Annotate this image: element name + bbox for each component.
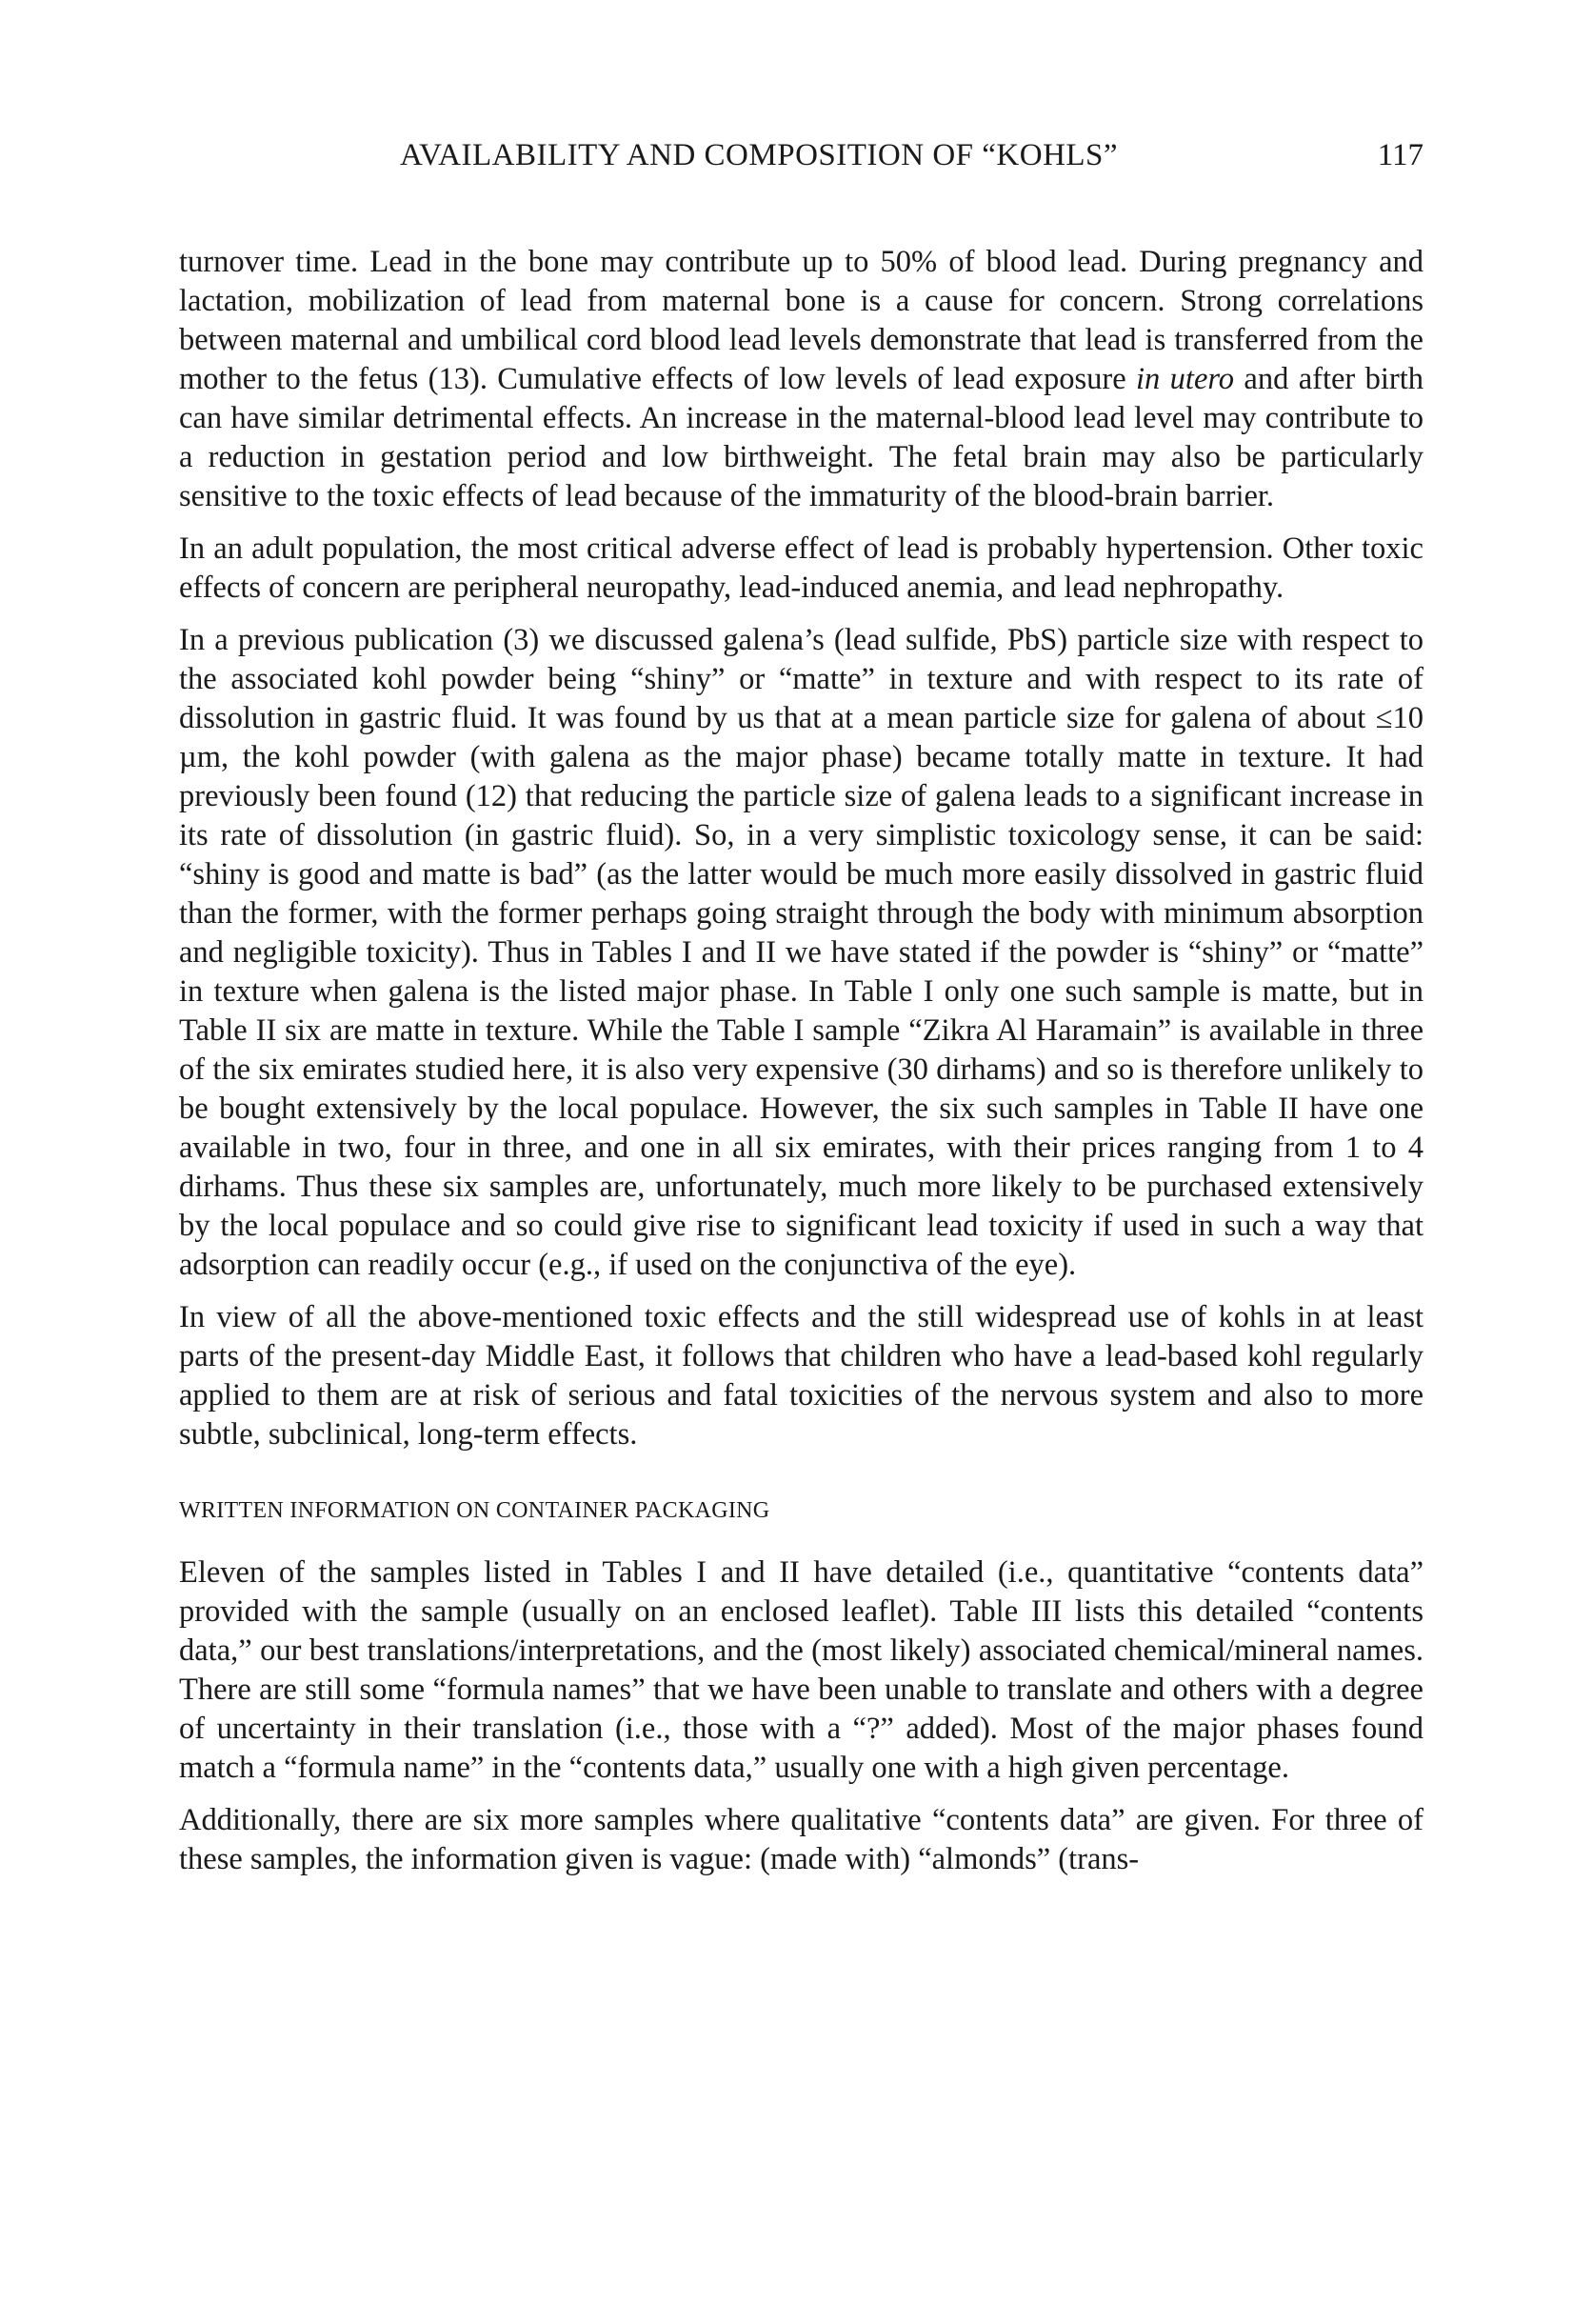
page-number: 117 <box>1377 138 1424 172</box>
paragraph-text: and after birth can have similar detrimental effects. An increase in the maternal-blood lead level may contribute to a reduction in gestation period and low birthweight. The fetal brain may also be particularly sensitive to the toxic effects of lead because of the immaturity of the blood-brain barrier. <box>179 362 1424 513</box>
paragraph-text: turnover time. Lead in the bone may contribute up to 50% of blood lead. During pregnancy and lactation, mobilization of lead from maternal bone is a cause for concern. Strong correlations between maternal and umbilical cord blood lead levels demonstrate that lead is transferred from the mother to the fetus (13). Cumulative effects of low levels of lead exposure <box>179 245 1424 396</box>
body-text <box>179 243 1424 1893</box>
running-head-title: AVAILABILITY AND COMPOSITION OF “KOHLS” <box>400 138 1119 172</box>
running-head <box>179 131 1424 179</box>
paragraph-qualitative-contents: Additionally, there are six more samples where qualitative “contents data” are given. For three of these samples, the information given is vague: (made with) “almonds” (trans- <box>179 1803 1424 1876</box>
paragraph-adult-effects: In an adult population, the most critical adverse effect of lead is probably hypertension. Other toxic effects of concern are peripheral neuropathy, lead-induced anemia, and lead nephropathy. <box>179 531 1424 605</box>
emphasis-in-utero: in utero <box>1136 362 1235 396</box>
paragraph-contents-data: Eleven of the samples listed in Tables I and II have detailed (i.e., quantitative “contents data” provided with the sample (usually on an enclosed leaflet). Table III lists this detailed “contents data,” our best translations/interpretations, and the (most likely) associated chemical/mineral names. There are still some “formula names” that we have been unable to translate and others with a degree of uncertainty in their translation (i.e., those with a “?” added). Most of the major phases found match a “formula name” in the “contents data,” usually one with a high given percentage. <box>179 1555 1424 1785</box>
paragraph-conclusion-children: In view of all the above-mentioned toxic effects and the still widespread use of kohls in at least parts of the present-day Middle East, it follows that children who have a lead-based kohl regularly applied to them are at risk of serious and fatal toxicities of the nervous system and also to more subtle, subclinical, long-term effects. <box>179 1300 1424 1452</box>
section-heading: WRITTEN INFORMATION ON CONTAINER PACKAGING <box>179 1498 770 1523</box>
paragraph-galena-particle-size: In a previous publication (3) we discussed galena’s (lead sulfide, PbS) particle size with respect to the associated kohl powder being “shiny” or “matte” in texture and with respect to its rate of dissolution in gastric fluid. It was found by us that at a mean particle size for galena of about ≤10 µm, the kohl powder (with galena as the major phase) became totally matte in texture. It had previously been found (12) that reducing the particle size of galena leads to a significant increase in its rate of dissolution (in gastric fluid). So, in a very simplistic toxicology sense, it can be said: “shiny is good and matte is bad” (as the latter would be much more easily dissolved in gastric fluid than the former, with the former perhaps going straight through the body with minimum absorption and negligible toxicity). Thus in Tables I and II we have stated if the powder is “shiny” or “matte” in texture when galena is the listed major phase. In Table I only one such sample is matte, but in Table II six are matte in texture. While the Table I sample “Zikra Al Haramain” is available in three of the six emirates studied here, it is also very expensive (30 dirhams) and so is therefore unlikely to be bought extensively by the local populace. However, the six such samples in Table II have one available in two, four in three, and one in all six emirates, with their prices ranging from 1 to 4 dirhams. Thus these six samples are, unfortunately, much more likely to be purchased extensively by the local populace and so could give rise to significant lead toxicity if used in such a way that adsorption can readily occur (e.g., if used on the conjunctiva of the eye). <box>179 623 1424 1282</box>
paragraph-lead-pregnancy <box>179 243 1424 516</box>
